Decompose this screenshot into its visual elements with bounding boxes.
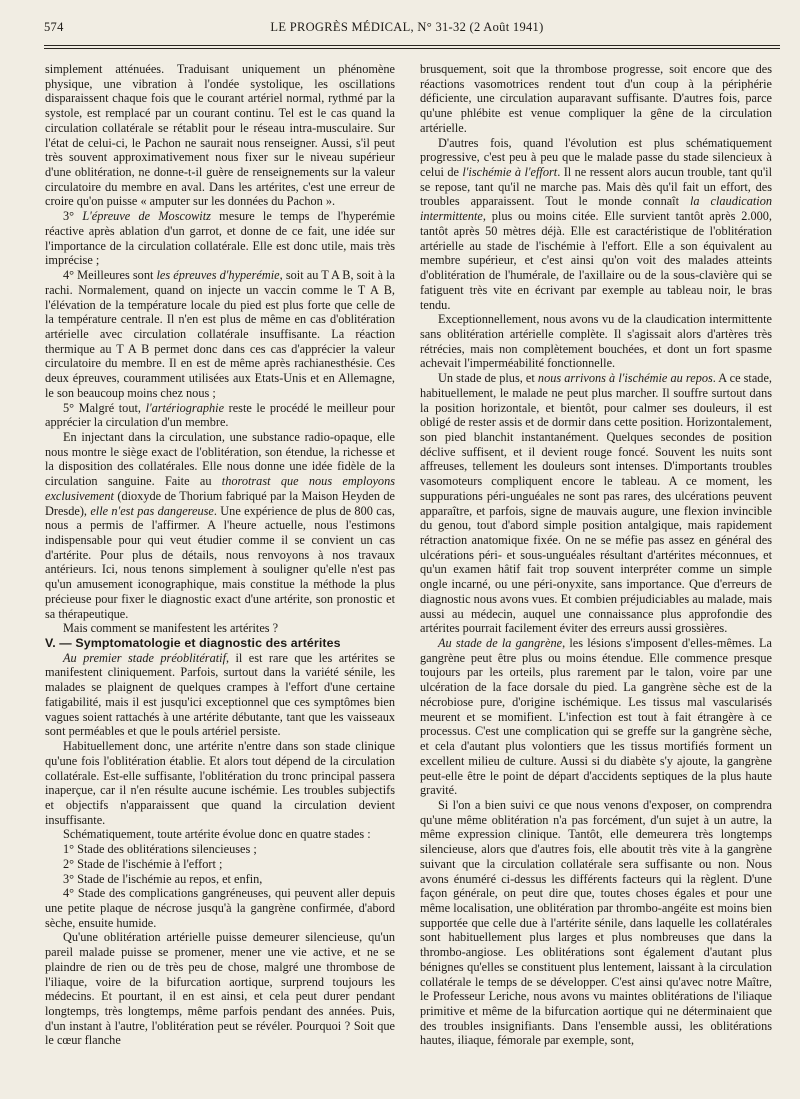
emphasis: Au stade de la gangrène bbox=[438, 636, 563, 651]
emphasis: la claudication intermittente bbox=[420, 194, 772, 224]
emphasis: les épreuves d'hyperémie bbox=[156, 268, 280, 283]
paragraph: Exceptionnellement, nous avons vu de la claudication intermittente sans oblitération artérielle complète. Il s'agissait alors d'artères très rétrécies, mais non complètement bouchées, et dont un fort spasme achevait l'imperméabilité fonctionnelle. bbox=[420, 312, 772, 371]
paragraph: Qu'une oblitération artérielle puisse demeurer silencieuse, qu'un pareil malade puisse se promener, mener une vie active, et ne se plaindre de rien ou de très peu de chose, malgré une thrombose de l'iliaque, voire de la bifurcation aortique, surprend toujours les médecins. Et pourtant, il en est ainsi, et cela peut durer pendant longtemps, très longtemps, même parfois pendant des années. Puis, d'un instant à l'autre, l'oblitération peut se révéler. Pourquoi ? Soit que le cœur flanche bbox=[45, 930, 395, 1048]
list-number: 3° bbox=[63, 209, 83, 224]
paragraph bbox=[45, 430, 395, 621]
text-run: , il est rare que les artérites se manifestent cliniquement. Parfois, surtout dans la variété sénile, les malades se plaignent de quelques crampes à l'effort d'une certaine fatigabilité, mais il est jusqu'ici exceptionnel que ces symptômes bien vagues soient rattachés à une artérite débutante, tant que les vaisseaux sont perméables et que le pouls artériel persiste. bbox=[45, 650, 395, 739]
text-run: , les lésions s'imposent d'elles-mêmes. La gangrène peut être plus ou moins étendue. Elle commence presque toujours par les orteils, plus rarement par le talon, voire par une ulcération de la face dorsale du pied. La gangrène sèche est de la nécrobiose pure, d'origine ischémique. Les tissus mal vascularisés meurent et se momifient. L'infection est tout à fait étrangère à ce processus. C'est une complication qui se greffe sur la gangrène sèche, et cela d'autant plus volontiers que les tissus mortifiés forment un excellent milieu de culture. Aussi si du diabète s'y ajoute, la gangrène peut-elle être le point de départ d'accidents septiques de la plus haute gravité. bbox=[420, 636, 772, 798]
list-item: 2° Stade de l'ischémie à l'effort ; bbox=[63, 856, 223, 871]
text-run: 5° Malgré tout, bbox=[63, 400, 146, 415]
header-rule bbox=[44, 45, 780, 46]
text-run: , soit au T A B, soit à la rachi. Normalement, quand on injecte un vaccin comme le T A B, l'élévation de la température locale du pied est plus forte que celle de la température centrale. Il n'en est plus de même en cas d'oblitération artérielle avec circulation collatérale insuffisante. La réaction thermique au T A B permet donc dans ces cas d'apprécier la valeur circulatoire du membre. Il en est de même après rachianesthésie. Ces deux épreuves, couramment utilisées aux Etats-Unis et en Allemagne, le son beaucoup moins chez nous ; bbox=[45, 268, 396, 400]
text-run: . Il ne ressent alors aucun trouble, tant qu'il se repose, tant qu'il ne marche pas. Mais dès qu'il fait un effort, des troubles apparaissent. Tout le monde connaît bbox=[420, 165, 773, 209]
emphasis: nous arrivons à l'ischémie au repos bbox=[537, 371, 713, 386]
emphasis: thorotrast que nous employons exclusivement bbox=[45, 474, 396, 503]
paragraph: simplement atténuées. Traduisant uniquement un phénomène physique, une vibration à l'ondée systolique, les oscillations disparaissent chaque fois que le courant artériel normal, rythmé par la systole, est remplacé par un courant continu. Tel est le cas quand la circulation collatérale se rétablit pour le réseau intra-musculaire. Sur l'état de celui-ci, le Pachon ne saurait nous renseigner. Aussi, s'il peut très souvent approximativement nous fixer sur le niveau supérieur d'une oblitération, ne donne-t-il guère de renseignements sur la valeur circulatoire du membre en aval. Dans les artérites, c'est une erreur de croire qu'on puisse « amputer sur les données du Pachon ». bbox=[45, 62, 395, 209]
text-run: reste le procédé le meilleur pour apprécier la circulation d'un membre. bbox=[45, 400, 395, 430]
list-item: 3° Stade de l'ischémie au repos, et enfin, bbox=[63, 871, 263, 886]
list-item: 4° Stade des complications gangréneuses, qui peuvent aller depuis une petite plaque de nécrose jusqu'à la gangrène confirmée, d'abord sèche, ensuite humide. bbox=[45, 886, 395, 930]
paragraph bbox=[420, 636, 772, 798]
paragraph bbox=[45, 651, 395, 739]
paragraph bbox=[420, 136, 772, 313]
paragraph bbox=[45, 268, 395, 400]
text-run: D'autres fois, quand l'évolution est plus schématiquement progressive, c'est peu à peu que le malade passe du stade silencieux à celui de bbox=[420, 135, 772, 180]
section-heading: V. — Symptomatologie et diagnostic des artérites bbox=[45, 636, 341, 651]
right-column bbox=[420, 62, 772, 1048]
header-rule-double bbox=[44, 48, 780, 49]
text-run: . Une expérience de plus de 800 cas, nous a permis de l'affirmer. A l'heure actuelle, nous l'estimons indispensable pour qui veut étudier comme il se convient un cas d'artérite. Pour plus de détails, nous renvoyons à nos travaux antérieurs. Ici, nous tenons simplement à souligner qu'elle n'est pas qu'un amusement iconographique, mais constitue la méthode la plus précieuse pour fixer le diagnostic exact d'une artérite, son pronostic et sa thérapeutique. bbox=[45, 503, 395, 621]
emphasis: Au premier stade préoblitératif bbox=[63, 650, 226, 665]
page-number: 574 bbox=[44, 20, 64, 34]
list-item: 1° Stade des oblitérations silencieuses ; bbox=[63, 842, 257, 857]
paragraph bbox=[45, 401, 395, 430]
emphasis: L'épreuve de Moscowitz bbox=[82, 209, 211, 224]
emphasis: elle n'est pas dangereuse bbox=[90, 503, 214, 518]
emphasis: l'ischémie à l'effort bbox=[462, 165, 558, 180]
text-run: (dioxyde de Thorium fabriqué par la Maison Heyden de Dresde), bbox=[45, 488, 395, 518]
paragraph bbox=[45, 209, 395, 268]
paragraph: Si l'on a bien suivi ce que nous venons d'exposer, on comprendra qu'une même oblitération n'a pas forcément, d'un sujet à un autre, la même expression clinique. Tantôt, elle demeurera très longtemps silencieuse, alors que d'autres fois, elle aboutit très vite à la gangrène suivant que la circulation collatérale sera suffisante ou non. Nous avons énuméré ci-dessus les différents facteurs qui la règlent. D'une façon générale, on peut dire que, toutes choses égales et pour une même localisation, une oblitération par thrombo-angéite est moins bien supportée que celle due à l'artérite sénile, dans laquelle les collatérales sont habituellement plus larges et plus nombreuses que dans la thrombo-angiose. Les oblitérations sont également d'autant plus bénignes qu'elles se constituent plus lentement, laissant à la circulation collatérale le temps de se développer. C'est ainsi qu'avec notre Maître, le Professeur Leriche, nous avons vu maintes oblitérations de l'iliaque primitive et même de la bifurcation aortique qui ne déterminaient que des troubles insignifiants. Dans l'ensemble aussi, les oblitérations hautes, iliaque, fémorale par exemple, sont, bbox=[420, 797, 772, 1048]
left-column bbox=[45, 62, 395, 1048]
text-run: Un stade de plus, et bbox=[438, 371, 538, 386]
text-run: , plus ou moins citée. Elle survient tantôt après 2.000, tantôt après 50 mètres déjà. Elle est caractéristique de l'oblitération artérielle au stade de l'ischémie à l'effort. Elle a son équivalent au membre supérieur, et c'est ainsi qu'on voit des malades atteints d'oblitération de l'humérale, de l'axillaire ou de la sous-clavière qui se fatiguent très vite en écrivant par exemple au tableau noir, le bras tendu. bbox=[420, 209, 772, 312]
paragraph bbox=[420, 371, 772, 636]
running-head: LE PROGRÈS MÉDICAL, N° 31-32 (2 Août 1941) bbox=[270, 20, 544, 34]
paragraph: Schématiquement, toute artérite évolue donc en quatre stades : bbox=[63, 827, 371, 842]
text-run: 4° Meilleures sont bbox=[63, 268, 157, 283]
text-run: . A ce stade, habituellement, le malade ne peut plus marcher. Il souffre surtout dans la position horizontale, et bientôt, pour calmer ses douleurs, il est obligé de rester assis et de dormir dans cette position. Horizontalement, son pied blanchit instantanément. Quelques secondes de position déclive suffisent, et il devient rouge foncé. Souvent les nuits sont affreuses, tellement les douleurs sont intenses. D'importants troubles vasomoteurs compliquent encore le tableau. A ce moment, les suppurations péri-unguéales ne sont pas rares, des ulcérations peuvent apparaître, et parfois, signe de mauvais augure, une flexion invincible du genou, tout d'abord simple position antalgique, mais rapidement rétraction anatomique fixée. On ne se méfie pas assez en général des ulcérations péri- et sous-unguéales résultant d'artérites méconnues, et qu'un examen hâtif fait trop souvent interpréter comme un simple ongle incarné, ou une péri-onyxite, sans importance. Que d'erreurs de diagnostic nous avons vues. Et combien préjudiciables au malade, mais aussi au médecin, auquel une connaissance plus approfondie des artérites pourrait facilement éviter des erreurs aussi grossières. bbox=[420, 371, 772, 636]
paragraph: Mais comment se manifestent les artérites ? bbox=[63, 621, 279, 636]
page-header bbox=[44, 20, 770, 42]
text-run: En injectant dans la circulation, une substance radio-opaque, elle nous montre le siège exact de l'oblitération, son étendue, la richesse et la disposition des collatérales. Elle nous donne une idée fidèle de la circulation sanguine. Faite au bbox=[45, 429, 395, 489]
emphasis: l'artériographie bbox=[145, 400, 225, 415]
paragraph: Habituellement donc, une artérite n'entre dans son stade clinique qu'une fois l'oblitération établie. Et alors tout dépend de la circulation collatérale. Est-elle suffisante, l'oblitération du tronc principal passera inaperçue, car il n'en résulte aucune ischémie. Les troubles subjectifs et objectifs n'apparaissent que quand la circulation devient insuffisante. bbox=[45, 739, 395, 827]
text-run: mesure le temps de l'hyperémie réactive après ablation d'un garrot, et donne de ce fait, une idée sur l'importance de la circulation collatérale. Elle est donc utile, mais très imprécise ; bbox=[45, 209, 396, 268]
paragraph: brusquement, soit que la thrombose progresse, soit encore que des réactions vasomotrices rendent tout d'un coup à la périphérie déficiente, une circulation auparavant suffisante. D'autres fois, parce qu'une phlébite est venue compliquer la gêne de la circulation artérielle. bbox=[420, 62, 772, 135]
